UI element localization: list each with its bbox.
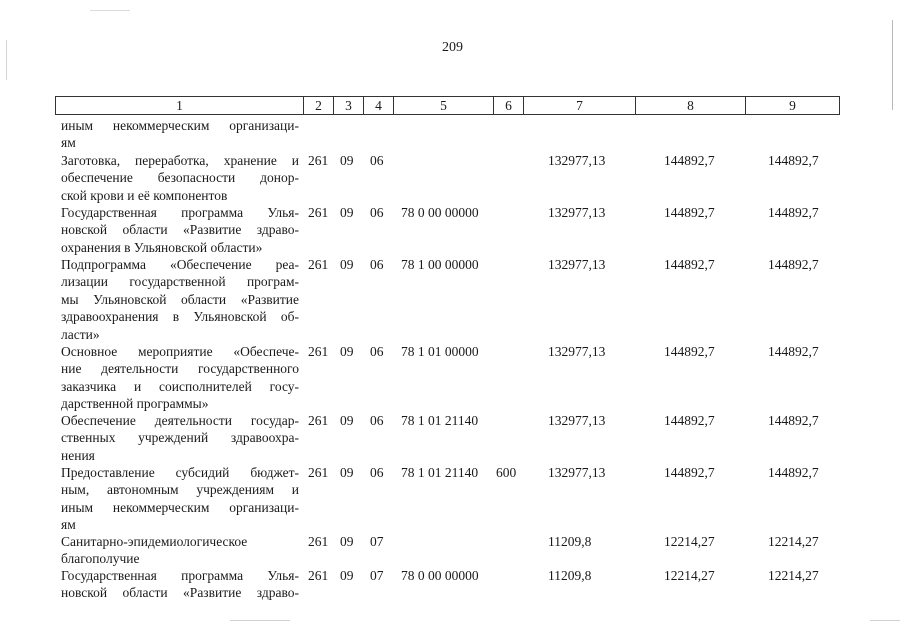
row-name	[61, 533, 299, 568]
row-code: 261	[308, 344, 329, 359]
row-name-line: Заготовка, переработка, хранение и	[61, 153, 299, 168]
column-header-4: 4	[363, 96, 393, 115]
row-name	[61, 567, 299, 602]
row-value-9: 12214,27	[768, 534, 819, 549]
row-value-8: 144892,7	[664, 257, 715, 272]
row-code: 261	[308, 413, 329, 428]
row-name	[61, 204, 299, 256]
row-value-9: 144892,7	[768, 205, 819, 220]
row-name-line: Предоставление субсидий бюджет-	[61, 465, 299, 480]
scan-artifact	[6, 40, 7, 80]
row-value-8: 12214,27	[664, 568, 715, 583]
row-value-8: 144892,7	[664, 205, 715, 220]
row-name-line: новской области «Развитие здраво-	[61, 585, 299, 601]
row-value-7: 11209,8	[548, 568, 592, 583]
row-name-line: ям	[61, 517, 76, 533]
row-subsection: 06	[370, 344, 384, 359]
row-section: 09	[340, 568, 354, 583]
scan-artifact	[230, 620, 290, 621]
row-target: 78 0 00 00000	[401, 205, 479, 220]
row-value-7: 132977,13	[548, 344, 606, 359]
row-subsection: 06	[370, 205, 384, 220]
row-code: 261	[308, 153, 329, 168]
row-subsection: 06	[370, 153, 384, 168]
row-value-9: 144892,7	[768, 344, 819, 359]
row-name-line: ние деятельности государственного	[61, 361, 299, 377]
row-name	[61, 412, 299, 464]
row-name-line: ным, автономным учреждениям и	[61, 482, 299, 498]
row-name	[61, 152, 299, 204]
row-name-line: здравоохранения в Ульяновской об-	[61, 309, 299, 325]
row-type: 600	[496, 465, 517, 480]
row-name-line: ям	[61, 135, 76, 151]
row-section: 09	[340, 413, 354, 428]
row-name-line: иным некоммерческим организаци-	[61, 499, 299, 515]
column-header-3: 3	[333, 96, 363, 115]
row-value-8: 12214,27	[664, 534, 715, 549]
row-name	[61, 117, 299, 152]
page-number: 209	[442, 40, 463, 55]
row-value-9: 12214,27	[768, 568, 819, 583]
row-value-7: 132977,13	[548, 413, 606, 428]
row-section: 09	[340, 534, 354, 549]
row-name-line: ственных учреждений здравоохра-	[61, 430, 299, 446]
row-value-9: 144892,7	[768, 257, 819, 272]
column-header-7: 7	[523, 96, 635, 115]
row-subsection: 07	[370, 568, 384, 583]
row-value-8: 144892,7	[664, 413, 715, 428]
row-target: 78 1 01 00000	[401, 344, 479, 359]
row-section: 09	[340, 465, 354, 480]
row-section: 09	[340, 153, 354, 168]
column-header-1: 1	[55, 96, 303, 115]
row-target: 78 0 00 00000	[401, 568, 479, 583]
row-value-7: 132977,13	[548, 465, 606, 480]
row-name-line: Санитарно-эпидемиологическое	[61, 534, 248, 549]
row-name-line: ской крови и её компонентов	[61, 187, 228, 203]
row-name-line: благополучие	[61, 551, 140, 567]
row-name-line: нения	[61, 447, 95, 463]
row-code: 261	[308, 257, 329, 272]
row-name-line: Основное мероприятие «Обеспече-	[61, 344, 299, 359]
row-subsection: 06	[370, 413, 384, 428]
row-name-line: обеспечение безопасности донор-	[61, 170, 299, 186]
row-name-line: охранения в Ульяновской области»	[61, 239, 263, 255]
row-name	[61, 343, 299, 413]
row-value-8: 144892,7	[664, 344, 715, 359]
row-name-line: Государственная программа Улья-	[61, 568, 299, 583]
column-header-9: 9	[745, 96, 840, 115]
row-value-7: 132977,13	[548, 257, 606, 272]
row-value-9: 144892,7	[768, 413, 819, 428]
row-name-line: заказчика и соисполнителей госу-	[61, 378, 299, 394]
row-name-line: Обеспечение деятельности государ-	[61, 413, 299, 428]
row-name-line: Подпрограмма «Обеспечение реа-	[61, 257, 299, 272]
scan-artifact	[90, 10, 130, 11]
row-value-8: 144892,7	[664, 153, 715, 168]
column-header-2: 2	[303, 96, 333, 115]
scan-artifact	[892, 20, 893, 110]
scan-artifact	[870, 620, 900, 621]
row-value-7: 11209,8	[548, 534, 592, 549]
row-value-7: 132977,13	[548, 153, 606, 168]
row-value-9: 144892,7	[768, 465, 819, 480]
row-name-line: Государственная программа Улья-	[61, 205, 299, 220]
row-name-line: новской области «Развитие здраво-	[61, 222, 299, 238]
row-value-8: 144892,7	[664, 465, 715, 480]
row-name	[61, 256, 299, 343]
row-subsection: 07	[370, 534, 384, 549]
row-value-7: 132977,13	[548, 205, 606, 220]
row-target: 78 1 00 00000	[401, 257, 479, 272]
row-section: 09	[340, 257, 354, 272]
column-header-5: 5	[393, 96, 493, 115]
row-section: 09	[340, 344, 354, 359]
row-value-9: 144892,7	[768, 153, 819, 168]
row-code: 261	[308, 205, 329, 220]
row-name-line: дарственной программы»	[61, 396, 209, 412]
column-header-6: 6	[493, 96, 523, 115]
row-subsection: 06	[370, 257, 384, 272]
row-name-line: иным некоммерческим организаци-	[61, 118, 299, 133]
row-subsection: 06	[370, 465, 384, 480]
row-code: 261	[308, 568, 329, 583]
row-name-line: лизации государственной програм-	[61, 274, 299, 290]
row-section: 09	[340, 205, 354, 220]
row-name-line: ласти»	[61, 326, 100, 342]
row-name-line: мы Ульяновской области «Развитие	[61, 291, 299, 307]
column-header-8: 8	[635, 96, 745, 115]
row-target: 78 1 01 21140	[401, 465, 479, 480]
row-name	[61, 464, 299, 534]
row-target: 78 1 01 21140	[401, 413, 479, 428]
row-code: 261	[308, 465, 329, 480]
row-code: 261	[308, 534, 329, 549]
